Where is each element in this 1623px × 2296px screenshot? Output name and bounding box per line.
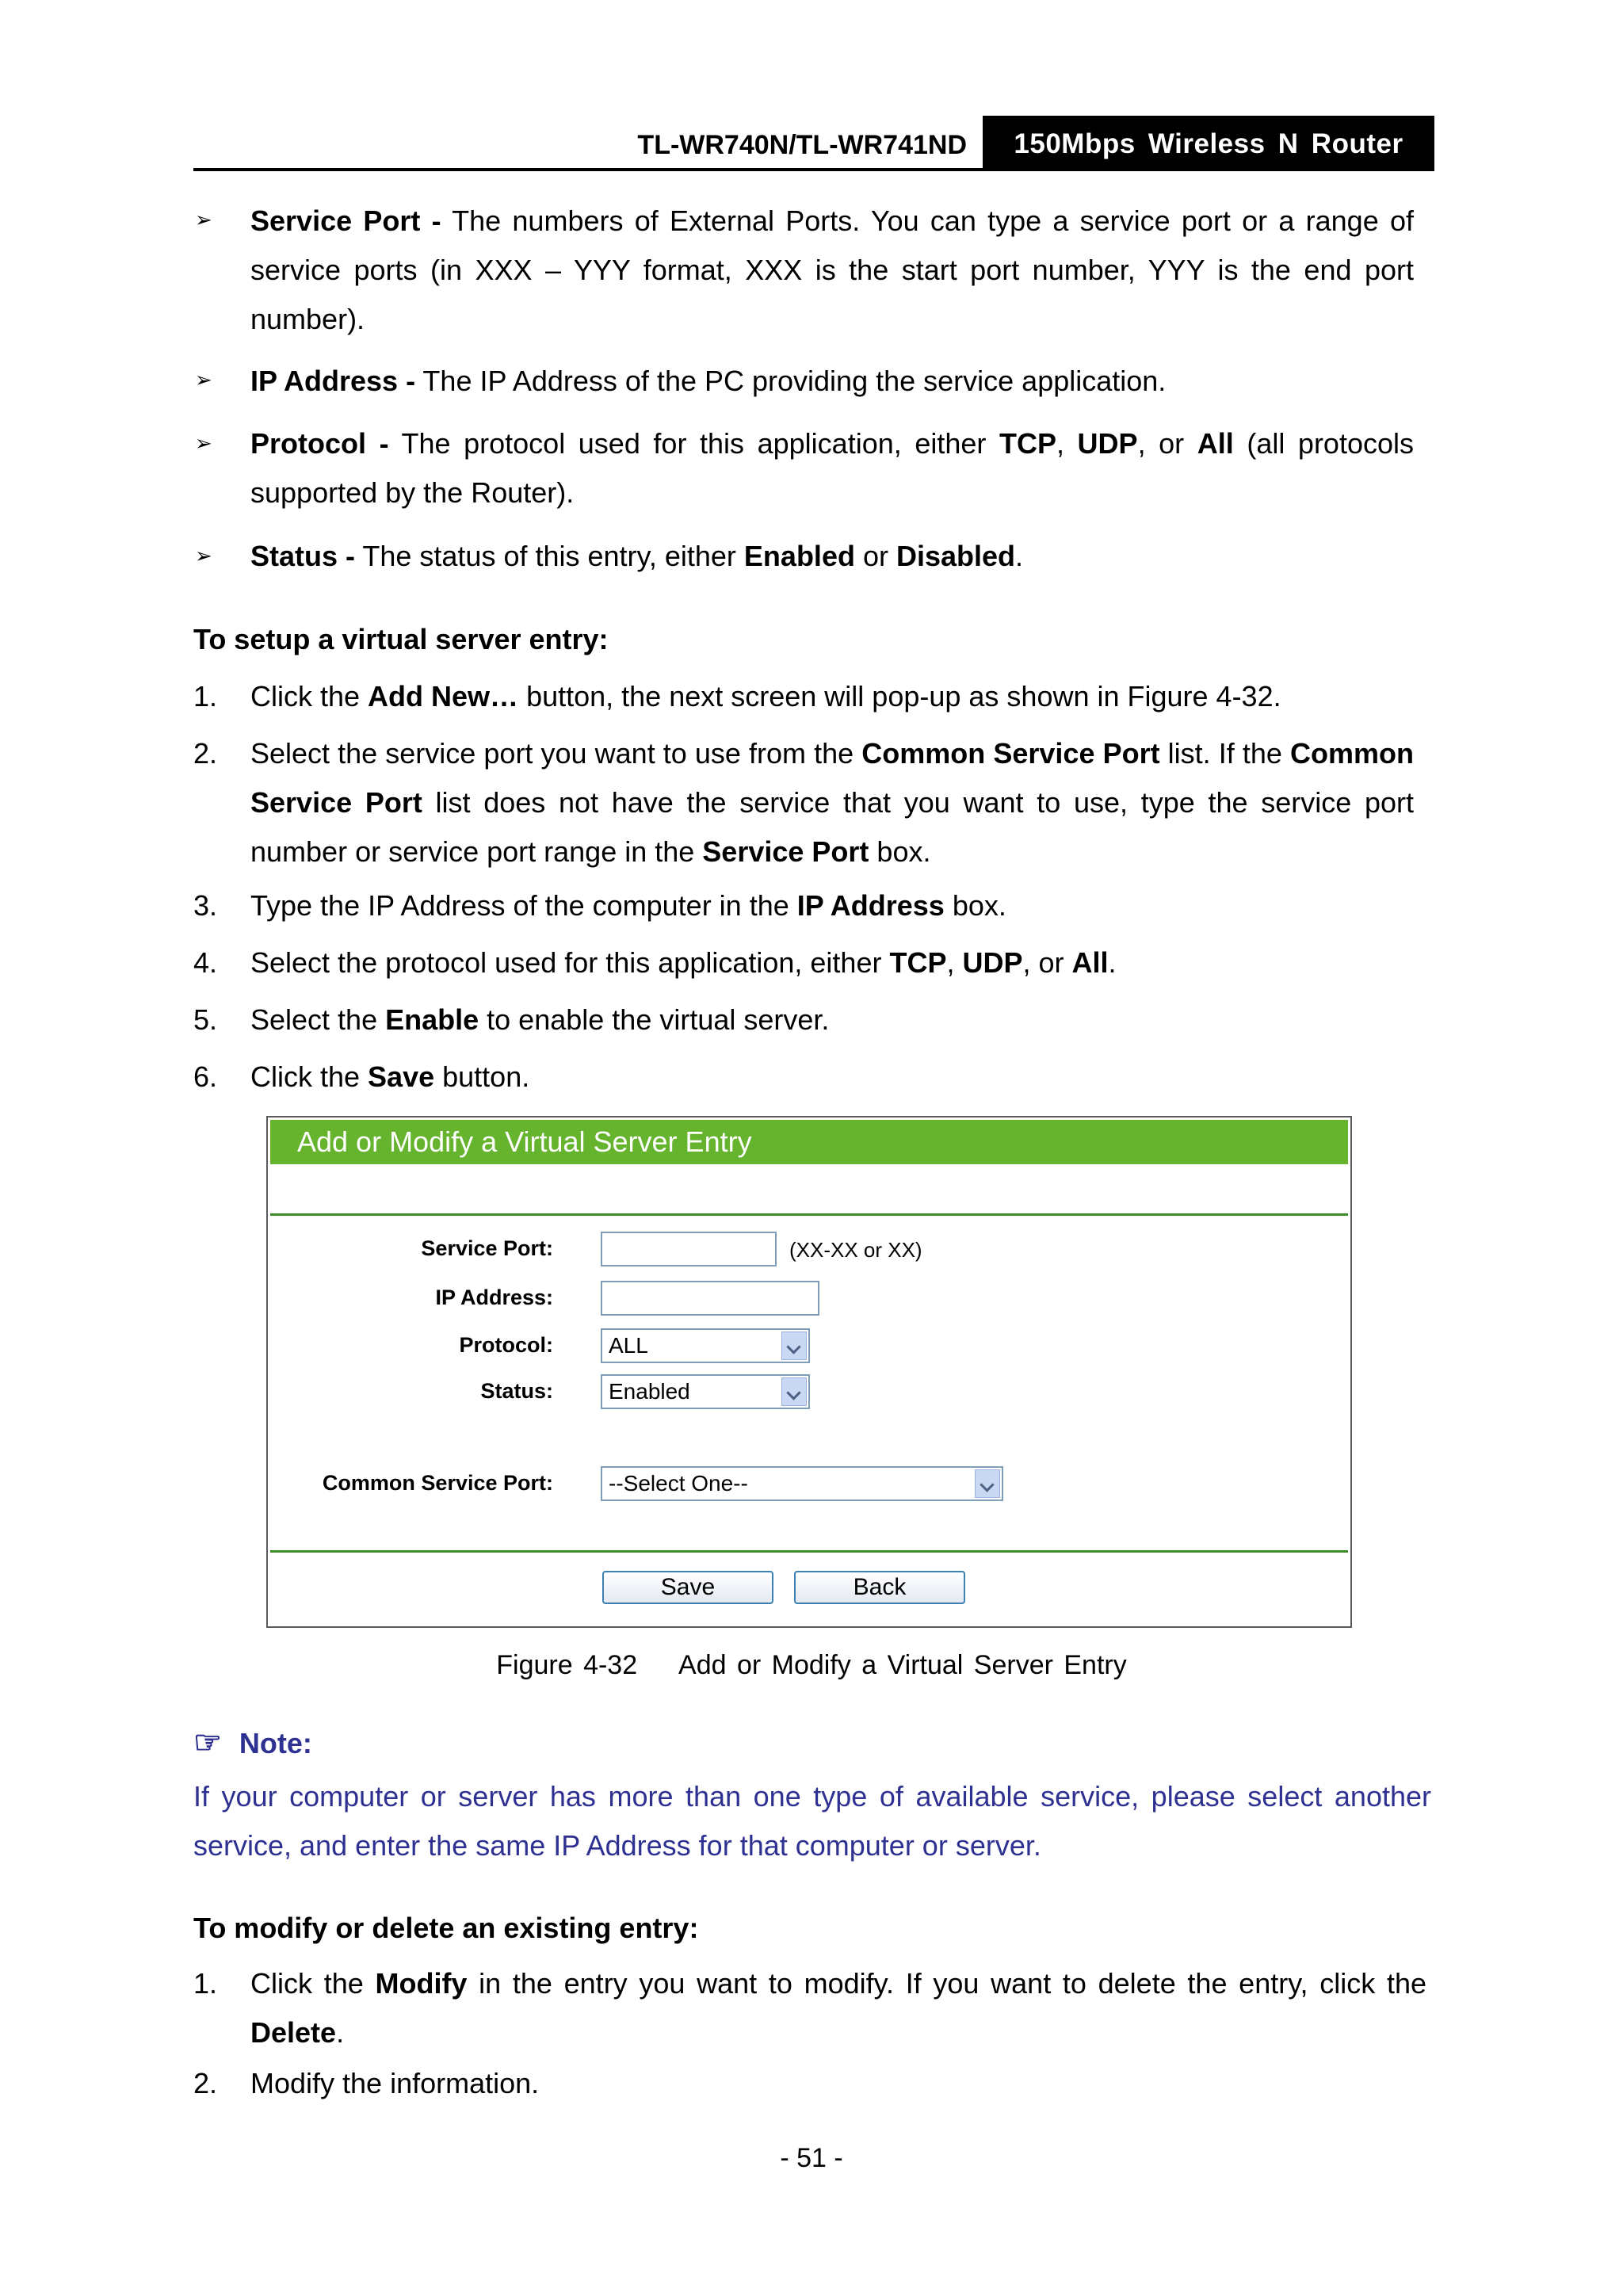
step-text: Select the protocol used for this application, either	[250, 946, 890, 979]
page-header	[193, 116, 1434, 171]
bullet-term: Protocol -	[250, 427, 389, 460]
page-number: - 51 -	[780, 2143, 843, 2173]
step-text: box.	[944, 889, 1006, 922]
heading-text: To setup a virtual server entry:	[193, 623, 609, 655]
term-udp: UDP	[962, 946, 1023, 979]
back-button[interactable]: Back	[794, 1571, 965, 1604]
modify-step-2	[250, 2059, 1426, 2108]
common-service-port-value: --Select One--	[609, 1471, 748, 1496]
setup-heading	[193, 615, 609, 664]
bullet-text: or	[854, 540, 896, 572]
bullet-arrow-icon: ➢	[195, 431, 212, 455]
status-select-value: Enabled	[609, 1379, 690, 1404]
step-text: .	[1108, 946, 1117, 979]
step-text: Modify the information.	[250, 2067, 540, 2099]
bullet-arrow-icon: ➢	[195, 544, 212, 567]
term-service-port: Service Port	[702, 835, 869, 868]
step-text: button.	[434, 1060, 530, 1093]
bullet-ip-address	[250, 357, 1414, 406]
form-divider	[270, 1550, 1348, 1553]
term-common-service-port: Common Service Port	[861, 737, 1160, 770]
bullet-text: , or	[1137, 427, 1197, 460]
setup-step-6	[250, 1052, 1414, 1102]
bullet-text: The IP Address of the PC providing the service application.	[415, 365, 1167, 397]
term-add-new: Add New…	[368, 680, 519, 712]
step-number: 3.	[193, 889, 218, 922]
chevron-down-icon[interactable]	[781, 1377, 807, 1406]
term-modify: Modify	[375, 1967, 468, 2000]
bullet-text: The numbers of External Ports. You can type a service port or a range of service ports (in XXX – YYY format, XXX is the start port number, YYY is the end port number).	[250, 204, 1414, 335]
bullet-text: The protocol used for this application, either	[388, 427, 999, 460]
bullet-text: (all protocols supported by the Router).	[250, 427, 1414, 509]
note-label: Note:	[239, 1727, 312, 1759]
bullet-protocol	[250, 419, 1414, 518]
status-select[interactable]	[601, 1374, 810, 1409]
bullet-term: Service Port -	[250, 204, 441, 237]
modify-step-1	[250, 1959, 1426, 2057]
step-text: Click the	[250, 1967, 376, 2000]
ip-address-input[interactable]	[601, 1281, 819, 1316]
term-save: Save	[368, 1060, 435, 1093]
step-text: in the entry you want to modify. If you want to delete the entry, click the	[467, 1967, 1427, 2000]
header-product: 150Mbps Wireless N Router	[983, 116, 1434, 171]
term-ip-address: IP Address	[796, 889, 945, 922]
term-tcp: TCP	[889, 946, 947, 979]
term-disabled: Disabled	[896, 540, 1016, 572]
form-divider	[270, 1213, 1348, 1216]
step-text: list. If the	[1159, 737, 1290, 770]
step-text: , or	[1022, 946, 1072, 979]
term-udp: UDP	[1077, 427, 1138, 460]
step-number: 1.	[193, 680, 218, 712]
step-text: ,	[946, 946, 963, 979]
setup-step-1	[250, 672, 1414, 721]
term-tcp: TCP	[999, 427, 1056, 460]
term-all: All	[1197, 427, 1234, 460]
step-text: .	[336, 2016, 345, 2049]
chevron-down-icon[interactable]	[975, 1469, 1000, 1498]
bullet-term: IP Address -	[250, 365, 416, 397]
term-all: All	[1071, 946, 1109, 979]
step-text: Select the service port you want to use from the	[250, 737, 862, 770]
step-number: 2.	[193, 737, 218, 770]
step-text: to enable the virtual server.	[479, 1003, 830, 1036]
note-text: If your computer or server has more than one type of available service, please select another service, and enter the same IP Address for that computer or server.	[193, 1780, 1431, 1862]
note-heading	[193, 1718, 312, 1768]
setup-step-3	[250, 881, 1414, 930]
figure-caption: Figure 4-32 Add or Modify a Virtual Server Entry	[496, 1650, 1127, 1680]
step-number: 6.	[193, 1060, 218, 1093]
term-enabled: Enabled	[743, 540, 855, 572]
setup-step-2	[250, 729, 1414, 877]
bullet-text: .	[1015, 540, 1024, 572]
step-number: 5.	[193, 1003, 218, 1036]
step-text: Select the	[250, 1003, 386, 1036]
service-port-label: Service Port:	[421, 1236, 553, 1260]
step-text: Type the IP Address of the computer in the	[250, 889, 797, 922]
service-port-hint: (XX-XX or XX)	[789, 1238, 922, 1262]
chevron-down-icon[interactable]	[781, 1331, 807, 1360]
bullet-term: Status -	[250, 540, 356, 572]
step-text: Click the	[250, 680, 369, 712]
step-text: Click the	[250, 1060, 369, 1093]
protocol-label: Protocol:	[459, 1333, 553, 1357]
virtual-server-form-figure	[266, 1116, 1352, 1628]
bullet-text: ,	[1056, 427, 1078, 460]
header-rule	[193, 168, 1434, 171]
step-number: 1.	[193, 1967, 218, 2000]
term-enable: Enable	[385, 1003, 479, 1036]
bullet-service-port	[250, 197, 1414, 344]
bullet-arrow-icon: ➢	[195, 368, 212, 392]
modify-heading	[193, 1904, 698, 1953]
bullet-arrow-icon: ➢	[195, 208, 212, 231]
common-service-port-select[interactable]	[601, 1466, 1003, 1501]
form-title-bar: Add or Modify a Virtual Server Entry	[270, 1120, 1348, 1164]
step-text: button, the next screen will pop-up as shown in Figure 4-32.	[518, 680, 1281, 712]
service-port-input[interactable]	[601, 1232, 777, 1266]
step-text: box.	[869, 835, 931, 868]
term-common-service-port: Common Service Port	[250, 737, 1414, 819]
setup-step-4	[250, 938, 1414, 988]
protocol-select[interactable]	[601, 1328, 810, 1363]
protocol-select-value: ALL	[609, 1333, 648, 1358]
step-text: list does not have the service that you want to use, type the service port number or service port range in the	[250, 786, 1414, 868]
ip-address-label: IP Address:	[435, 1286, 553, 1309]
pointing-hand-icon: ☞	[193, 1725, 222, 1760]
bullet-status	[250, 532, 1414, 581]
setup-step-5	[250, 995, 1414, 1045]
common-service-port-label: Common Service Port:	[322, 1471, 553, 1495]
term-delete: Delete	[250, 2016, 337, 2049]
status-label: Status:	[480, 1379, 553, 1403]
step-number: 2.	[193, 2067, 218, 2099]
header-model: TL-WR740N/TL-WR741ND	[637, 130, 967, 160]
bullet-text: The status of this entry, either	[355, 540, 744, 572]
step-number: 4.	[193, 946, 218, 979]
heading-text: To modify or delete an existing entry:	[193, 1912, 699, 1944]
save-button[interactable]: Save	[602, 1571, 773, 1604]
